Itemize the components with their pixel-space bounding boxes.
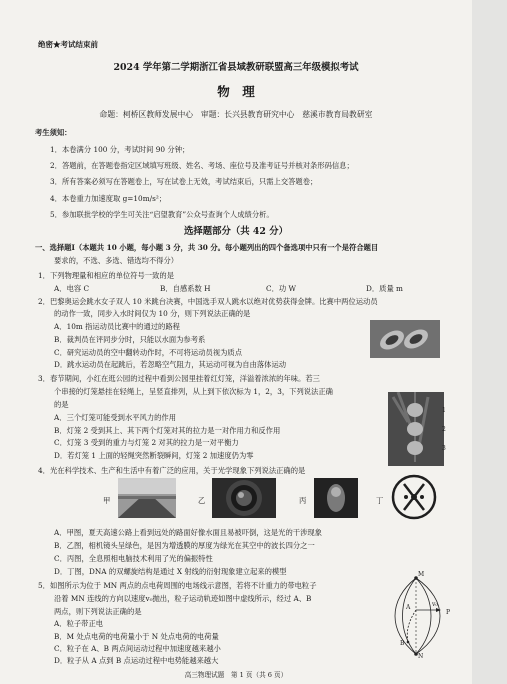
q2-option-a: A．10m 指运动员比赛中的通过的路程	[54, 322, 180, 331]
electric-field-diagram	[378, 570, 458, 662]
q3-stem-cont: 个串接的灯笼悬挂在轻绳上，呈竖直排列，从上到下依次标为 1，2，3，下列说法正确	[54, 387, 333, 396]
dna-xray-diffraction	[390, 474, 438, 520]
notice-heading: 考生须知：	[35, 128, 72, 137]
section-intro-cont: 要求的，不选、多选、错选均不得分）	[54, 256, 179, 265]
fig-label-v0: v₀	[432, 601, 438, 608]
q3-stem-cont: 的是	[54, 400, 69, 409]
q5-stem-cont: 两点，则下列说法正确的是	[54, 607, 142, 616]
notice-item: 3．所有答案必须写在答题卷上，写在试卷上无效，考试结束后，只需上交答题卷；	[50, 177, 318, 186]
q2-stem-cont: 的动作一致，同步入水时间仅为 10 分，则下列说法正确的是	[54, 309, 251, 318]
q5-option-c: C．粒子在 A、B 两点间运动过程中加速度越来越小	[54, 644, 221, 653]
q3-option-c: C．灯笼 3 受到的重力与灯笼 2 对其的拉力是一对平衡力	[54, 438, 239, 447]
q3-option-b: B．灯笼 2 受到其上、其下两个灯笼对其的拉力是一对作用力和反作用	[54, 426, 281, 435]
q1-option-d: D．质量 m	[366, 284, 403, 293]
q4-option-c: C．丙图，全息照相电脑技术利用了光的偏振特性	[54, 554, 213, 563]
exam-title: 2024 学年第二学期浙江省县域教研联盟高三年级模拟考试	[113, 62, 359, 73]
hologram-photo	[314, 478, 358, 518]
q3-stem: 3．春节期间，小红在逛公园的过程中看到公园里挂着红灯笼，洋溢着浓浓的年味。若三	[38, 374, 320, 383]
lantern-number-2: 2	[442, 426, 446, 433]
lantern-photo	[388, 392, 444, 466]
subject-title: 物 理	[217, 84, 255, 99]
q4-label-bing: 丙	[299, 496, 307, 505]
q3-option-d: D．若灯笼 1 上面的轻绳突然断裂瞬间，灯笼 2 加速度仍为零	[54, 451, 254, 460]
viewer-margin	[472, 0, 507, 684]
fig-label-p: P	[446, 609, 451, 616]
fig-label-m: M	[418, 571, 425, 578]
diving-photo	[370, 320, 440, 358]
section-title: 选择题部分（共 42 分）	[184, 226, 288, 237]
notice-item: 2．答题前，在答题卷指定区域填写班级、姓名、考场、座位号及准考证号并核对条形码信息；	[50, 161, 354, 170]
notice-item: 5．参加联批学校的学生可关注“启望教育”公众号查询个人成绩分析。	[50, 210, 274, 219]
q4-stem: 4．光在科学技术、生产和生活中有着广泛的应用，关于光学现象下列说法正确的是	[38, 466, 306, 475]
author-line: 命题：柯桥区教师发展中心 审题：长兴县教育研究中心 慈溪市教育局教研室	[99, 110, 373, 119]
q5-stem: 5．如图所示为位于 MN 两点的点电荷周围的电场线示意图，若将不计重力的带电粒子	[38, 581, 317, 590]
camera-lens-photo	[212, 478, 276, 518]
q2-option-d: D．跳水运动员在起跳后，若忽略空气阻力，其运动可视为自由落体运动	[54, 360, 287, 369]
q4-label-ding: 丁	[376, 496, 384, 505]
q1-option-b: B．自感系数 H	[160, 284, 211, 293]
q4-label-yi: 乙	[198, 496, 206, 505]
q4-label-jia: 甲	[103, 496, 111, 505]
notice-item: 1．本卷满分 100 分，考试时间 90 分钟；	[50, 145, 190, 154]
fig-label-b: B	[400, 640, 405, 647]
q4-option-d: D．丁图，DNA 的双螺旋结构是通过 X 射线的衍射现象建立起来的模型	[54, 567, 287, 576]
page-footer: 高三物理试题 第 1 页（共 6 页）	[184, 671, 288, 679]
road-mirage-photo	[118, 478, 176, 518]
fig-label-n: N	[418, 653, 424, 660]
q2-option-c: C．研究运动员的空中翻转动作时，不可将运动员视为质点	[54, 348, 243, 357]
section-intro: 一、选择题Ⅰ（本题共 10 小题，每小题 3 分，共 30 分。每小题列出的四个备选项中只有一个是符合题目	[35, 243, 379, 252]
fig-label-a: A	[406, 604, 411, 611]
q4-option-a: A．甲图，夏天高速公路上看到远处的路面好像水面且易被吓倒，这是光的干涉现象	[54, 528, 322, 537]
q1-stem: 1．下列物理量和相应的单位符号一致的是	[38, 271, 174, 280]
confidential-mark: 绝密★考试结束前	[38, 40, 98, 49]
q5-option-d: D．粒子从 A 点到 B 点运动过程中电势能越来越大	[54, 656, 219, 665]
q5-stem-cont: 沿着 MN 连线的方向以速度v₀抛出，粒子运动轨迹如图中虚线所示，经过 A、B	[54, 594, 312, 603]
q4-option-b: B．乙图，相机镜头呈绿色，是因为增透膜的厚度为绿光在其空中的波长四分之一	[54, 541, 315, 550]
q5-option-b: B．M 处点电荷的电荷量小于 N 处点电荷的电荷量	[54, 632, 219, 641]
lantern-number-3: 3	[442, 445, 446, 452]
q5-option-a: A．粒子带正电	[54, 619, 104, 628]
q2-option-b: B．裁判员在评同步分时，只能以水面为参考系	[54, 335, 206, 344]
q1-option-a: A．电容 C	[54, 284, 90, 293]
q1-option-c: C．功 W	[266, 284, 296, 293]
lantern-number-1: 1	[442, 407, 446, 414]
q3-option-a: A．三个灯笼可能受到水平风力的作用	[54, 413, 177, 422]
notice-item: 4．本卷重力加速度取 g=10m/s²；	[50, 194, 167, 203]
q2-stem: 2．巴黎奥运会跳水女子双人 10 米跳台决赛，中国选手双人跳水以绝对优势获得金牌。比赛中两位运动员	[38, 297, 378, 306]
